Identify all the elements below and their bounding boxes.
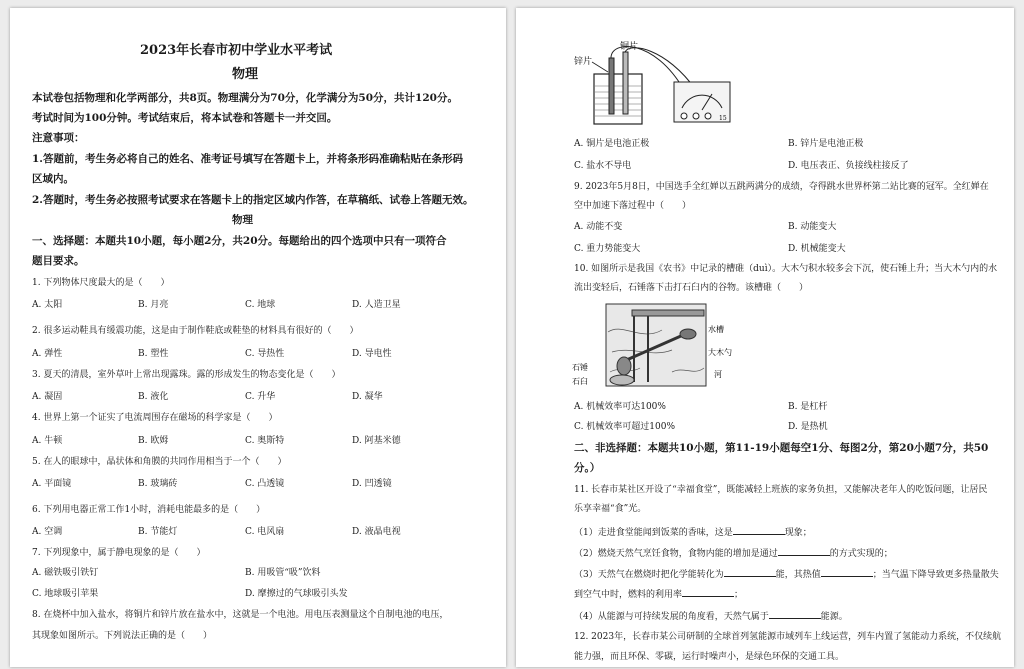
q11-3-end: ；当气温下降导致更多热量散失 (872, 570, 999, 580)
answer-blank[interactable] (733, 526, 785, 535)
q9-option-d: D. 机械能变大 (788, 244, 846, 254)
q8-option-d: D. 电压表正、负接线柱接反了 (788, 161, 909, 171)
answer-blank[interactable] (769, 610, 821, 619)
q10-option-a: A. 机械效率可达100% (574, 402, 666, 412)
q7-stem: 7. 下列现象中，属于静电现象的是（ ） (32, 548, 206, 558)
q1-stem: 1. 下列物体尺度最大的是（ ） (32, 278, 170, 288)
svg-text:15: 15 (719, 115, 727, 122)
q2-option-b: B. 塑性 (138, 349, 169, 359)
q1-option-d: D. 人造卫星 (352, 300, 401, 310)
q5-option-b: B. 玻璃砖 (138, 479, 178, 489)
q6-option-b: B. 节能灯 (138, 527, 178, 537)
q11-3-cont-end: ； (734, 590, 744, 600)
q11-3-cont-text: 到空气中时，燃料的利用率 (574, 590, 683, 600)
q1-option-c: C. 地球 (245, 300, 276, 310)
q1-option-a: A. 太阳 (32, 300, 63, 310)
q11-part1 (574, 526, 812, 539)
q4-option-c: C. 奥斯特 (245, 436, 285, 446)
q5-option-c: C. 凸透镜 (245, 479, 285, 489)
note-1a: 1.答题前，考生务必将自己的姓名、准考证号填写在答题卡上，并将条形码准确粘贴在条形码 (32, 153, 463, 165)
q6-option-c: C. 电风扇 (245, 527, 285, 537)
answer-blank[interactable] (724, 568, 776, 577)
q3-stem: 3. 夏天的清晨，室外草叶上常出现露珠。露的形成发生的物态变化是（ ） (32, 370, 341, 380)
q11-3-text: （3）天然气在燃烧时把化学能转化为 (574, 570, 724, 580)
q11-1-text: （1）走进食堂能闻到饭菜的香味，这是 (574, 528, 733, 538)
q9-option-b: B. 动能变大 (788, 222, 837, 232)
q11-stem-b: 乐享幸福“食”光。 (574, 504, 647, 514)
q8-stem-a: 8. 在烧杯中加入盐水，将铜片和锌片放在盐水中，这就是一个电池。用电压表测量这个自制电池的电压， (32, 610, 449, 620)
q5-option-d: D. 凹透镜 (352, 479, 392, 489)
q4-option-a: A. 牛顿 (32, 436, 63, 446)
q9-stem-a: 9. 2023年5月8日，中国选手全红婵以五跳两满分的成绩，夺得跳水世界杯第二站比赛的冠军。全红婵在 (574, 182, 989, 192)
q9-option-a: A. 动能不变 (574, 222, 623, 232)
q11-3-mid: 能，其热值 (775, 570, 821, 580)
q8-option-b: B. 锌片是电池正极 (788, 139, 864, 149)
q9-stem-b: 空中加速下落过程中（ ） (574, 201, 692, 211)
battery-voltmeter-figure (574, 38, 734, 130)
left-page (10, 8, 506, 667)
q11-part3 (574, 568, 999, 581)
q12-stem-b: 能力强，而且环保、零碳，运行时噪声小，是绿色环保的交通工具。 (574, 652, 845, 662)
q7-option-a: A. 磁铁吸引铁钉 (32, 568, 99, 578)
q11-4-text: （4）从能源与可持续发展的角度看，天然气属于 (574, 612, 769, 622)
q10-stem-b: 流出变轻后，石锤落下击打石臼内的谷物。该槽碓（ ） (574, 283, 809, 293)
q11-1-end: 现象； (784, 528, 812, 538)
q5-stem: 5. 在人的眼球中，晶状体和角膜的共同作用相当于一个（ ） (32, 457, 287, 467)
q4-option-b: B. 欧姆 (138, 436, 169, 446)
note-1b: 区域内。 (32, 173, 74, 185)
q11-part2 (574, 547, 893, 560)
trip-hammer-figure (572, 302, 742, 392)
q11-part4 (574, 610, 848, 623)
answer-blank[interactable] (778, 547, 830, 556)
right-page (516, 8, 1014, 667)
q5-option-a: A. 平面镜 (32, 479, 72, 489)
trough-label: 水槽 (708, 325, 724, 334)
q11-2-end: 的方式实现的； (829, 549, 893, 559)
q3-option-c: C. 升华 (245, 392, 276, 402)
zinc-label: 锌片 (574, 57, 593, 67)
river-label: 河 (714, 370, 722, 379)
q7-option-c: C. 地球吸引苹果 (32, 589, 99, 599)
q3-option-b: B. 液化 (138, 392, 169, 402)
section2-heading-a: 二、非选择题：本题共10小题，第11-19小题每空1分、每图2分，第20小题7分，共50 (574, 442, 989, 454)
q9-option-c: C. 重力势能变大 (574, 244, 641, 254)
q12-stem-a: 12. 2023年，长春市某公司研制的全球首列氢能源市域列车上线运营，列车内置了氢能动力系统，不仅续航 (574, 632, 1002, 642)
section-subject: 物理 (232, 214, 253, 226)
q8-option-c: C. 盐水不导电 (574, 161, 632, 171)
note-2: 2.答题时，考生务必按照考试要求在答题卡上的指定区域内作答，在草稿纸、试卷上答题无效。 (32, 194, 474, 206)
q8-option-a: A. 铜片是电池正极 (574, 139, 650, 149)
q2-stem: 2. 很多运动鞋具有缓震功能，这是由于制作鞋底或鞋垫的材料具有很好的（ ） (32, 326, 359, 336)
mortar-label: 石臼 (572, 377, 588, 386)
q11-2-text: （2）燃烧天然气烹饪食物，食物内能的增加是通过 (574, 549, 778, 559)
q10-stem-a: 10. 如图所示是我国《农书》中记录的槽碓（duì）。大木勺积水较多会下沉，使石锤上升；当大木勺内的水 (574, 264, 998, 274)
q11-stem-a: 11. 长春市某社区开设了“幸福食堂”，既能减轻上班族的家务负担，又能解决老年人的吃饭问题，让居民 (574, 485, 988, 495)
section1-heading-b: 题目要求。 (32, 255, 85, 267)
q4-stem: 4. 世界上第一个证实了电流周围存在磁场的科学家是（ ） (32, 413, 278, 423)
q1-option-b: B. 月亮 (138, 300, 169, 310)
q6-option-a: A. 空调 (32, 527, 63, 537)
q3-option-d: D. 凝华 (352, 392, 383, 402)
q11-4-end: 能源。 (820, 612, 848, 622)
q2-option-d: D. 导电性 (352, 349, 392, 359)
q6-stem: 6. 下列用电器正常工作1小时，消耗电能最多的是（ ） (32, 505, 266, 515)
q6-option-d: D. 液晶电视 (352, 527, 401, 537)
exam-title: 2023年长春市初中学业水平考试 (140, 43, 333, 58)
q7-option-b: B. 用吸管“吸”饮料 (245, 568, 321, 578)
copper-label: 铜片 (620, 42, 639, 52)
intro-line-1: 本试卷包括物理和化学两部分，共8页。物理满分为70分，化学满分为50分，共计120分。 (32, 92, 458, 104)
q8-stem-b: 其现象如图所示。下列说法正确的是（ ） (32, 631, 213, 641)
section1-heading-a: 一、选择题：本题共10小题，每小题2分，共20分。每题给出的四个选项中只有一项符合 (32, 235, 447, 247)
section2-heading-b: 分。） (574, 462, 601, 474)
ladle-label: 大木勺 (708, 348, 732, 357)
q10-option-d: D. 是热机 (788, 422, 828, 432)
answer-blank[interactable] (682, 588, 734, 597)
notes-heading: 注意事项： (32, 132, 85, 144)
q2-option-c: C. 导热性 (245, 349, 285, 359)
q2-option-a: A. 弹性 (32, 349, 63, 359)
q10-option-c: C. 机械效率可超过100% (574, 422, 676, 432)
intro-line-2: 考试时间为100分钟。考试结束后，将本试卷和答题卡一并交回。 (32, 112, 338, 124)
q3-option-a: A. 凝固 (32, 392, 63, 402)
subject-heading: 物理 (232, 67, 259, 82)
q11-part3-cont (574, 588, 743, 601)
q7-option-d: D. 摩擦过的气球吸引头发 (245, 589, 348, 599)
q10-option-b: B. 是杠杆 (788, 402, 828, 412)
answer-blank[interactable] (821, 568, 873, 577)
q4-option-d: D. 阿基米德 (352, 436, 401, 446)
hammer-label: 石锤 (572, 363, 588, 372)
